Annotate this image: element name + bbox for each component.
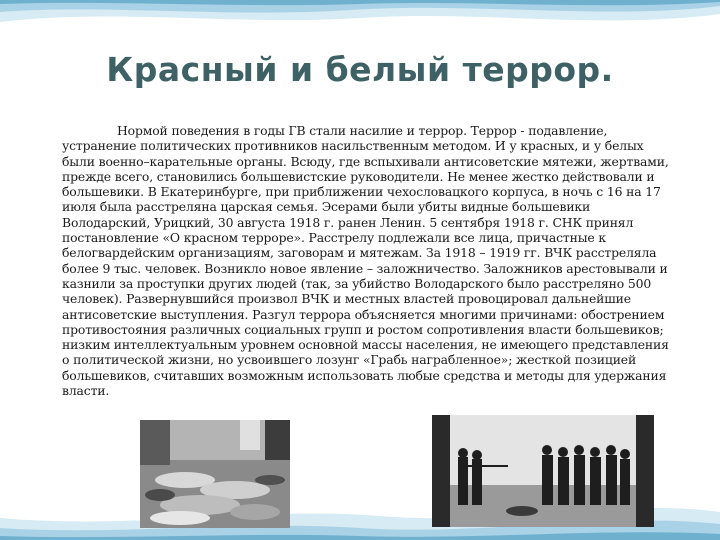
slide-title: Красный и белый террор. [106,50,614,89]
execution-photo [432,415,654,527]
victims-photo [140,420,290,528]
slide-body-text: Нормой поведения в годы ГВ стали насилие и террор. Террор - подавление, устранение политических противников насильственным методом. И у красных, и у белых были военно–карательные органы. Всюду, где вспыхивали антисоветские мятежи, жертвами, прежде всего, становились большевистские руководители. Не менее жестко действовали и большевики. В Екатеринбурге, при приближении чехословацкого корпуса, в ночь с 16 на 17 июля была расстреляна царская семья. Эсерами были убиты видные большевики Володарский, Урицкий, 30 августа 1918 г. ранен Ленин. 5 сентября 1918 г. СНК принял постановление «О красном терроре». Расстрелу подлежали все лица, причастные к белогвардейским организациям, заговорам и мятежам. За 1918 – 1919 гг. ВЧК расстреляла более 9 тыс. человек. Возникло новое явление – заложничество. Заложников арестовывали и казнили за проступки других людей (так, за убийство Володарского было расстреляно 500 человек). Развернувшийся произвол ВЧК и местных властей провоцировал дальнейшие антисоветские выступления. Разгул террора объясняется многими причинами: обострением противостояния различных социальных групп и ростом сопротивления власти большевиков; низким интеллектуальным уровнем основной массы населения, не имеющего представления о политической жизни, но усвоившего лозунг «Грабь награбленное»; жесткой позицией большевиков, считавших возможным использовать любые средства и методы для удержания власти. [62,123,669,399]
